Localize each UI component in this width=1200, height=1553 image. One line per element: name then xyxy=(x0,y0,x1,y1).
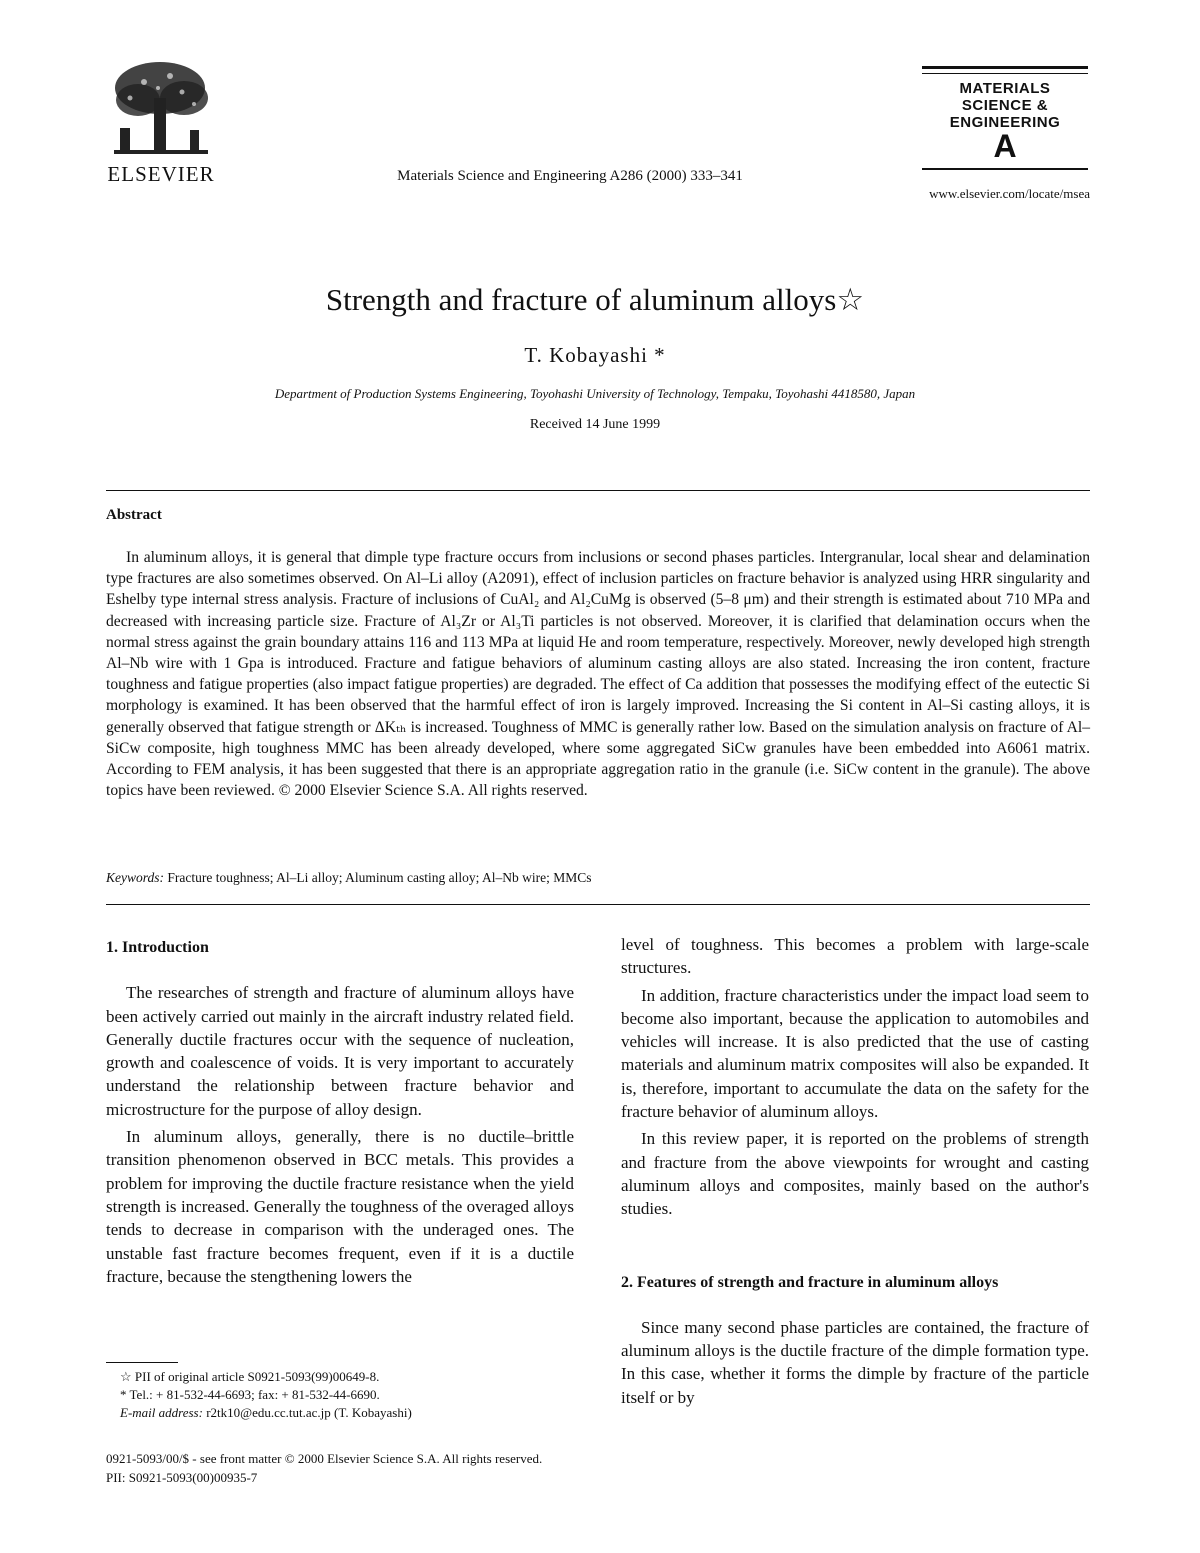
keywords-list: Fracture toughness; Al–Li alloy; Aluminum casting alloy; Al–Nb wire; MMCs xyxy=(164,870,592,885)
email-label: E-mail address: xyxy=(120,1405,203,1420)
intro-paragraph-2: In aluminum alloys, generally, there is no ductile–brittle transition phenomenon observed in BCC metals. This provides a problem for improving the ductile fracture resistance when the yield strength is increased. Generally the toughness of the overaged alloys tends to decrease in comparison with the underaged ones. The unstable fast fracture becomes frequent, even if it is a ductile fracture, because the stengthening lowers the xyxy=(106,1127,574,1286)
abstract-top-rule xyxy=(106,490,1090,491)
footnote-contact: * Tel.: + 81-532-44-6693; fax: + 81-532-44-6690. xyxy=(120,1387,380,1402)
author-name: T. Kobayashi * xyxy=(524,343,666,367)
keywords xyxy=(106,870,1090,886)
masthead-line-1: MATERIALS xyxy=(959,80,1051,97)
masthead-line-2: SCIENCE & xyxy=(961,97,1049,114)
masthead-bottom-rule xyxy=(922,168,1088,170)
masthead-line-3: ENGINEERING xyxy=(949,114,1061,131)
abstract-bottom-rule xyxy=(106,904,1090,905)
intro-paragraph-4: In this review paper, it is reported on the problems of strength and fracture from the above viewpoints for wrought and casting aluminum alloys and composites, mainly based on the author's studies. xyxy=(621,1129,1089,1219)
abstract-text: In aluminum alloys, it is general that dimple type fracture occurs from inclusions or second phases particles. Intergranular, local shear and delamination type fractures are also sometimes observed. On Al–Li alloy (A2091), effect of inclusion particles on fracture behavior is analyzed using HRR singularity and Eshelby type internal stress analysis. Fracture of inclusions of CuAl₂ and Al₂CuMg is observed (5–8 μm) and their strength is estimated about 710 MPa and decreased with increasing particle size. Fracture of Al₃Zr or Al₃Ti particles is not observed. Moreover, it is clarified that delamination occurs when the normal stress against the grain boundary attains 116 and 113 MPa at liquid He and room temperature, respectively. Moreover, newly developed high strength Al–Nb wire with 1 Gpa is introduced. Fracture and fatigue behaviors of aluminum casting alloys are also stated. Increasing the iron content, fracture toughness and fatigue properties (also impact fatigue properties) are degraded. The effect of Ca addition that possesses the modifying effect of the eutectic Si morphology is examined. It has been observed that the harmful effect of iron is largely improved. Increasing the Si content in Al–Si casting alloys, it is generally observed that fatigue strength or ΔKₜₕ is increased. Toughness of MMC is generally rather low. Based on the simulation analysis on fracture of Al–SiCw composite, high toughness MMC has been already developed, where some aggregated SiCw granules have been embedded into A6061 matrix. According to FEM analysis, it has been suggested that there is an appropriate aggregation ratio in the granule (i.e. SiCw content in the granule). The above topics have been reviewed. © 2000 Elsevier Science S.A. All rights reserved. xyxy=(106,549,1090,800)
footnote-email xyxy=(106,1404,574,1422)
intro-paragraph-3: In addition, fracture characteristics under the impact load seem to become also important, because the application to automobiles and vehicles will increase. It is also predicted that the use of casting materials and aluminum matrix composites will also be expanded. It is, therefore, important to accumulate the data on the safety for the fracture behavior of aluminum alloys. xyxy=(621,985,1089,1122)
front-matter-line: 0921-5093/00/$ - see front matter © 2000 Elsevier Science S.A. All rights reserved. xyxy=(106,1451,543,1466)
footnotes xyxy=(106,1368,574,1422)
email-value: r2tk10@edu.cc.tut.ac.jp (T. Kobayashi) xyxy=(202,1405,412,1420)
journal-masthead xyxy=(922,80,1088,131)
journal-reference: Materials Science and Engineering A286 (2000) 333–341 xyxy=(397,168,743,184)
publisher-name: ELSEVIER xyxy=(107,162,215,186)
received-date: Received 14 June 1999 xyxy=(529,417,661,432)
pii-line: PII: S0921-5093(00)00935-7 xyxy=(106,1469,258,1485)
section-2-heading: 2. Features of strength and fracture in aluminum alloys xyxy=(621,1273,999,1291)
left-column xyxy=(106,936,574,1292)
footnote-rule xyxy=(106,1362,178,1363)
author-affiliation: Department of Production Systems Engineering, Toyohashi University of Technology, Tempaku, Toyohashi 4418580, Japan xyxy=(274,386,916,401)
keywords-label: Keywords: xyxy=(106,870,164,885)
abstract-heading: Abstract xyxy=(106,507,162,523)
copyright-notice xyxy=(106,1450,806,1487)
section-2-paragraph-1: Since many second phase particles are contained, the fracture of aluminum alloys is the ductile fracture of the dimple formation type. In this case, whether it forms the dimple by fracture of the particle itself or by xyxy=(621,1317,1089,1407)
footnote-pii: ☆ PII of original article S0921-5093(99)00649-8. xyxy=(120,1369,380,1384)
article-title: Strength and fracture of aluminum alloys☆ xyxy=(325,282,865,317)
right-column xyxy=(621,933,1089,1413)
masthead-rule xyxy=(922,66,1088,78)
masthead-letter: A xyxy=(993,128,1017,164)
intro-paragraph-1: The researches of strength and fracture of aluminum alloys have been actively carried out mainly in the aircraft industry related field. Generally ductile fractures occur with the sequence of nucleation, growth and coalescence of voids. It is very important to accurately understand the relationship between fracture behavior and microstructure for the purpose of alloy design. xyxy=(106,983,574,1119)
intro-paragraph-continued: level of toughness. This becomes a problem with large-scale structures. xyxy=(621,935,1089,978)
section-1-heading: 1. Introduction xyxy=(106,939,209,956)
journal-url: www.elsevier.com/locate/msea xyxy=(929,186,1090,201)
